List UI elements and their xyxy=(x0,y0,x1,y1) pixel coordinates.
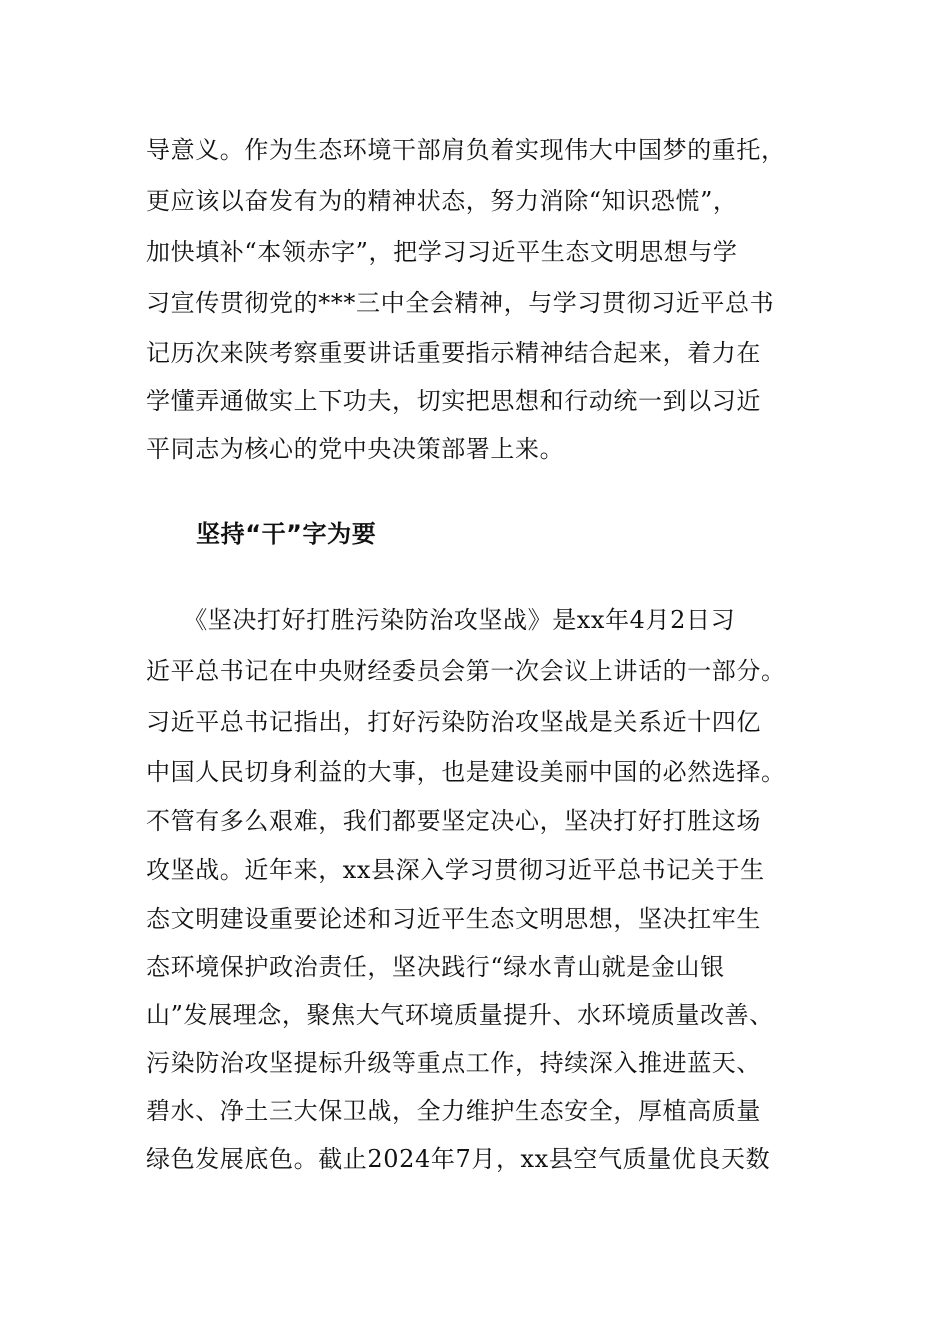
paragraph-2-line-1: 《坚决打好打胜污染防治攻坚战》是xx年4月2日习 xyxy=(146,606,736,634)
paragraph-2-line-2: 近平总书记在中央财经委员会第一次会议上讲话的一部分。 xyxy=(146,657,786,685)
paragraph-2-line-4: 中国人民切身利益的大事，也是建设美丽中国的必然选择。 xyxy=(146,758,786,786)
paragraph-1-line-4: 习宣传贯彻党的***三中全会精神，与学习贯彻习近平总书 xyxy=(146,289,775,317)
section-heading: 坚持“干”字为要 xyxy=(196,520,377,548)
paragraph-1-line-3: 加快填补“本领赤字”，把学习习近平生态文明思想与学 xyxy=(146,238,738,266)
paragraph-2-line-12: 绿色发展底色。截止2024年7月，xx县空气质量优良天数 xyxy=(146,1145,771,1173)
paragraph-1-line-6: 学懂弄通做实上下功夫，切实把思想和行动统一到以习近 xyxy=(146,387,761,415)
paragraph-2-line-7: 态文明建设重要论述和习近平生态文明思想，坚决扛牢生 xyxy=(146,905,761,933)
paragraph-2-line-8: 态环境保护政治责任，坚决践行“绿水青山就是金山银 xyxy=(146,953,725,981)
paragraph-1-line-5: 记历次来陕考察重要讲话重要指示精神结合起来，着力在 xyxy=(146,339,761,367)
paragraph-2-line-3: 习近平总书记指出，打好污染防治攻坚战是关系近十四亿 xyxy=(146,708,761,736)
paragraph-1-line-7: 平同志为核心的党中央决策部署上来。 xyxy=(146,435,565,463)
paragraph-2-line-9: 山”发展理念，聚焦大气环境质量提升、水环境质量改善、 xyxy=(146,1001,774,1029)
paragraph-2-line-10: 污染防治攻坚提标升级等重点工作，持续深入推进蓝天、 xyxy=(146,1049,761,1077)
paragraph-2-line-11: 碧水、净土三大保卫战，全力维护生态安全，厚植高质量 xyxy=(146,1097,761,1125)
paragraph-1-line-1: 导意义。作为生态环境干部肩负着实现伟大中国梦的重托， xyxy=(146,136,786,164)
paragraph-1-line-2: 更应该以奋发有为的精神状态，努力消除“知识恐慌”， xyxy=(146,187,738,215)
paragraph-2-line-5: 不管有多么艰难，我们都要坚定决心，坚决打好打胜这场 xyxy=(146,807,761,835)
paragraph-2-line-6: 攻坚战。近年来，xx县深入学习贯彻习近平总书记关于生 xyxy=(146,856,765,884)
